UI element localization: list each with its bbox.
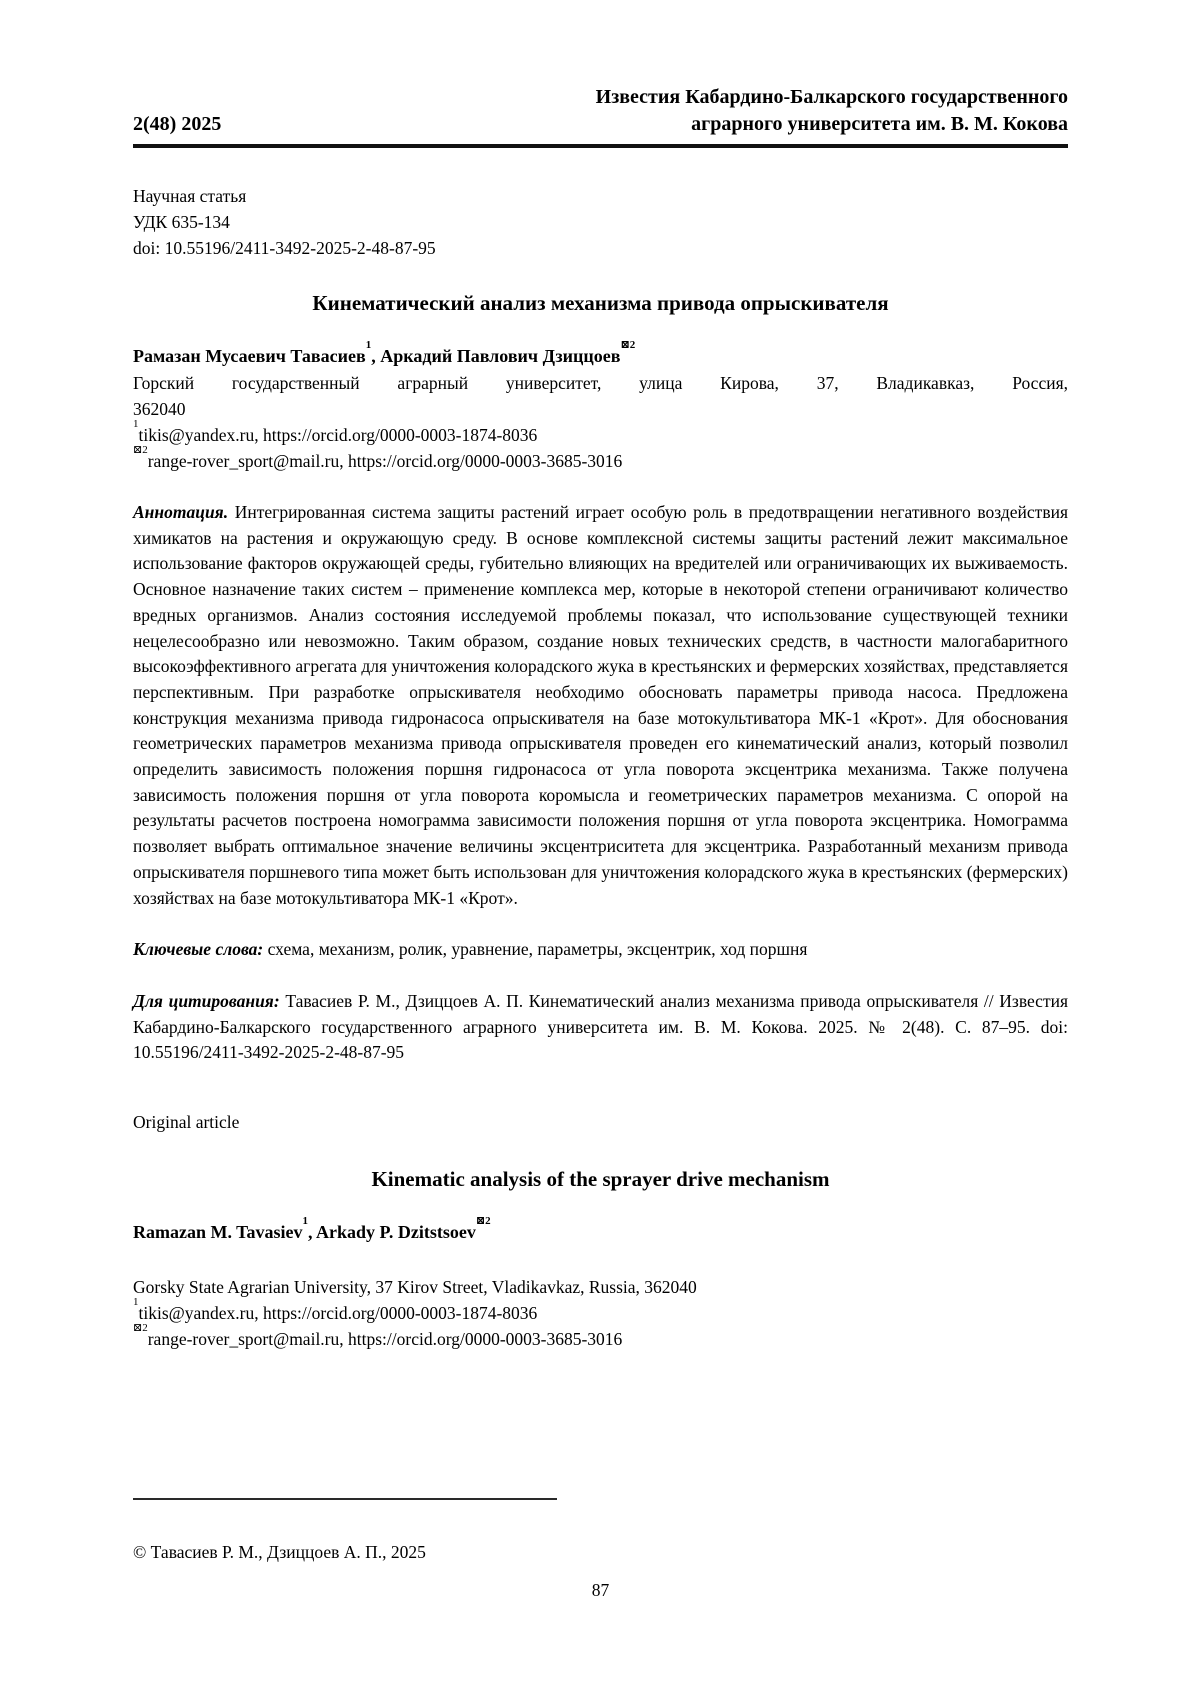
envelope-icon: ⊠ [133,1322,143,1335]
affiliation-en-line: Gorsky State Agrarian University, 37 Kirov Street, Vladikavkaz, Russia, 362040 [133,1277,697,1298]
contact2-ru [133,444,1068,474]
contact1-en [133,1296,1068,1326]
contact1-marker: 1 [133,418,139,431]
udc-code: УДК 635-134 [133,212,230,232]
author1-ru: Рамазан Мусаевич Тавасиев [133,346,366,366]
page-footer [133,1498,1068,1603]
article-type-en: Original article [133,1112,240,1133]
contact1-en-text: tikis@yandex.ru, https://orcid.org/0000-0003-1874-8036 [138,1303,538,1324]
contact1-en-marker: 1 [133,1296,139,1309]
header-rule [133,144,1068,148]
envelope-icon: ⊠ [620,339,630,351]
page-number: 87 [591,1580,610,1600]
author2-marker [620,339,635,351]
journal-name-line2: аграрного университета им. В. М. Кокова [691,113,1068,135]
contact2-marker-number: 2 [142,444,148,457]
title-ru: Кинематический анализ механизма привода опрыскивателя [312,291,889,315]
affiliation-ru-line1: Горский государственный аграрный университет, улица Кирова, 37, Владикавказ, Россия, [133,373,1068,393]
author2-en-marker [476,1215,491,1227]
contact1-text: tikis@yandex.ru, https://orcid.org/0000-0003-1874-8036 [138,425,538,445]
citation-label: Для цитирования: [133,990,280,1011]
authors-ru [133,339,1068,370]
author1-en-marker: 1 [302,1215,309,1228]
envelope-icon: ⊠ [133,444,143,457]
citation-text: Тавасиев Р. М., Дзиццоев А. П. Кинематический анализ механизма привода опрыскивателя // Известия Кабардино-Балкарского государственного аграрного университета им. В. М. Кокова. 2025. № 2(48). С. 87–95. doi: 10.55196/2411-3492-2025-2-48-87-95 [133,990,1069,1063]
author2-en-marker-number: 2 [485,1215,491,1228]
abstract-text: Интегрированная система защиты растений играет особую роль в предотвращении негативного воздействия химикатов на растения и окружающую среду. В основе комплексной системы защиты растений лежит максимальное использование факторов окружающей среды, губительно влияющих на вредителей или ограничивающих их выживаемость. Основное назначение таких систем – применение комплекса мер, которые в некоторой степени ограничивают количество вредных организмов. Анализ состояния исследуемой проблемы показал, что использование существующей техники нецелесообразно или невозможно. Таким образом, создание новых технических средств, в частности малогабаритного высокоэффективного агрегата для уничтожения колорадского жука в крестьянских и фермерских хозяйствах, представляется перспективным. При разработке опрыскивателя необходимо обосновать параметры привода насоса. Предложена конструкция механизма привода гидронасоса опрыскивателя на базе мотокультиватора МК-1 «Крот». Для обоснования геометрических параметров механизма привода опрыскивателя проведен его кинематический анализ, который позволил определить зависимость положения поршня гидронасоса от угла поворота эксцентрика механизма. Также получена зависимость положения поршня от угла поворота коромысла и геометрических параметров механизма. С опорой на результаты расчетов построена номограмма зависимости положения поршня от угла поворота эксцентрика. Номограмма позволяет выбрать оптимальное значение величины эксцентриситета для эксцентрика. Разработанный механизм привода опрыскивателя поршневого типа может быть использован для уничтожения колорадского жука в крестьянских (фермерских) хозяйствах на базе мотокультиватора МК-1 «Крот». [133,502,1068,908]
authors-en-separator: , [308,1222,317,1243]
abstract-label: Аннотация. [133,502,229,522]
article-type-ru: Научная статья [133,186,247,206]
envelope-icon: ⊠ [475,1215,486,1228]
article-meta [133,183,1068,261]
authors-en [133,1215,1068,1246]
author1-marker: 1 [365,339,372,351]
contact1-ru [133,418,1068,448]
copyright-line: © Тавасиев Р. М., Дзиццоев А. П., 2025 [133,1542,426,1562]
contact2-marker [133,444,148,456]
affiliation-ru-line2: 362040 [133,399,186,419]
contact2-en-text: range-rover_sport@mail.ru, https://orcid.org/0000-0003-3685-3016 [147,1329,623,1350]
keywords-ru [133,937,1068,963]
contact2-en-marker [133,1322,148,1334]
affiliation-en [133,1274,1068,1352]
author2-ru: Аркадий Павлович Дзиццоев [380,346,621,366]
keywords-label: Ключевые слова: [133,939,264,960]
affiliation-ru [133,370,1068,474]
author1-en: Ramazan M. Tavasiev [133,1222,303,1243]
journal-header [133,84,1068,138]
author2-marker-number: 2 [629,339,636,351]
issue-number: 2(48) 2025 [133,113,222,135]
page-content [133,0,1068,1352]
doi-line: doi: 10.55196/2411-3492-2025-2-48-87-95 [133,238,436,258]
citation-ru [133,989,1068,1066]
authors-separator: , [371,346,381,366]
contact2-text: range-rover_sport@mail.ru, https://orcid.org/0000-0003-3685-3016 [147,451,623,471]
keywords-text: схема, механизм, ролик, уравнение, параметры, эксцентрик, ход поршня [267,939,808,960]
footnote-rule [133,1498,557,1500]
author2-en: Arkady P. Dzitstsoev [316,1222,476,1243]
abstract-ru [133,500,1068,911]
contact2-en [133,1322,1068,1352]
journal-name [596,84,1068,138]
journal-name-line1: Известия Кабардино-Балкарского государственного [595,86,1068,108]
contact2-en-marker-number: 2 [142,1322,148,1335]
title-en: Kinematic analysis of the sprayer drive mechanism [371,1167,830,1192]
